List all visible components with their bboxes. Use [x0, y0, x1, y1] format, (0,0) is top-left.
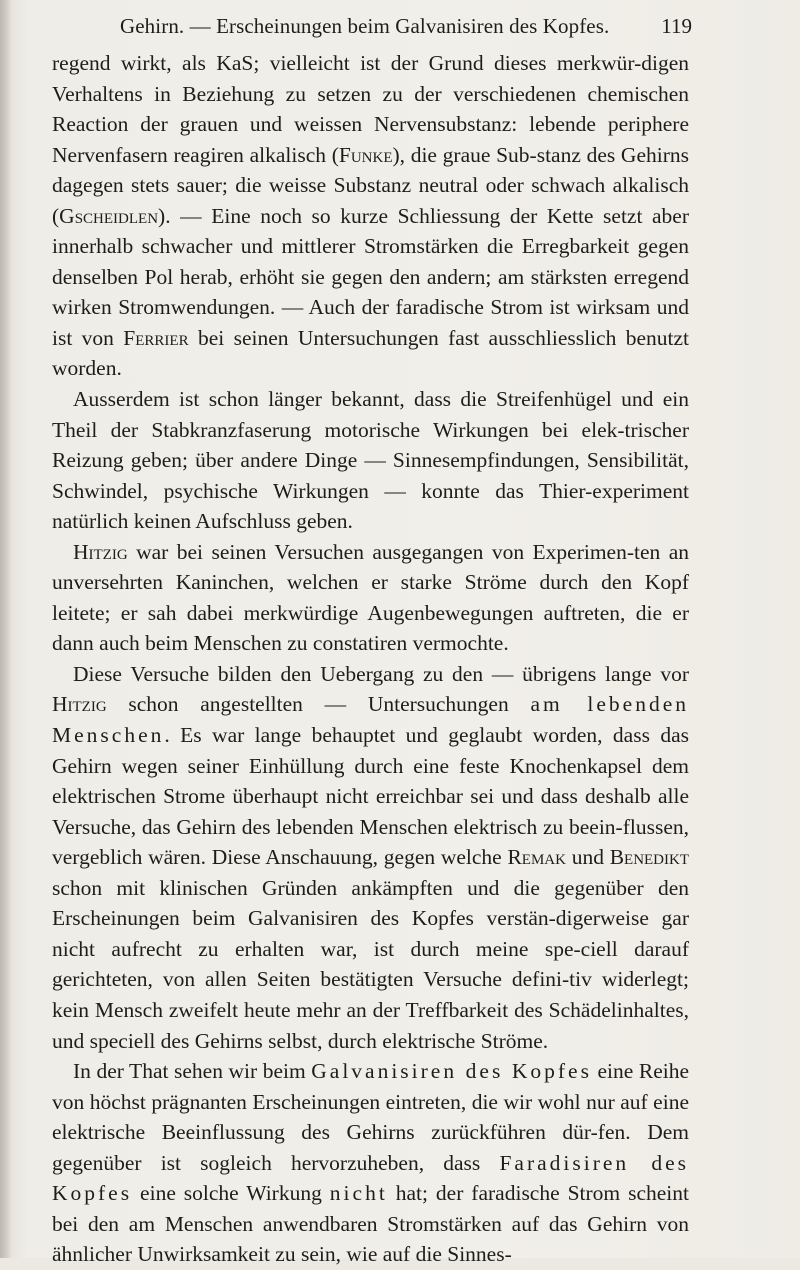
- paragraph: [52, 537, 689, 659]
- author-name: Benedikt: [609, 845, 690, 870]
- paragraph-continued: [52, 48, 689, 384]
- paragraph: [52, 1056, 689, 1270]
- spine-shadow: [0, 0, 12, 1258]
- text-run: hat; der faradische Strom scheint bei den am Menschen anwendbaren Stromstärken auf das Gehirn von ähnlicher Unwirksamkeit zu sein, wie auf die Sinnes-: [52, 1181, 689, 1267]
- author-name: Hitzig: [73, 539, 128, 564]
- body-text: [52, 48, 689, 1270]
- text-run: war bei seinen Versuchen ausgegangen von Experimen-ten an unversehrten Kaninchen, welchen er starke Ströme durch den Kopf leitete; er sah dabei merkwürdige Augenbewegungen auftreten, die er dann auch beim Menschen zu constatiren vermochte.: [52, 539, 689, 656]
- author-name: Funke: [338, 142, 393, 167]
- running-title: Gehirn. — Erscheinungen beim Galvanisiren des Kopfes.: [120, 14, 610, 38]
- text-run: Ausserdem ist schon länger bekannt, dass die Streifenhügel und ein Theil der Stabkranzfaserung motorische Wirkungen bei elek-trischer Reizung geben; über andere Dinge — Sinnesempfindungen, Sensibilität, Schwindel, psychische Wirkungen — konnte das Thier-experiment natürlich keinen Aufschluss geben.: [52, 387, 689, 534]
- text-run: schon angestellten — Untersuchungen: [106, 692, 531, 717]
- text-run: regend wirkt, als KaS; vielleicht ist der Grund dieses merkwür-digen Verhaltens in Beziehung zu setzen zu der verschiedenen chemischen Reaction der grauen und weissen Nervensubstanz: lebende periphere Nervenfasern reagiren alkalisch (: [52, 51, 689, 167]
- text-run: Diese Versuche bilden den Uebergang zu den — übrigens lange vor: [73, 661, 689, 686]
- page-number: 119: [661, 14, 692, 38]
- author-name: Remak: [507, 845, 566, 870]
- emphasis-spaced: Faradisiren des Kopfes: [52, 1150, 689, 1206]
- text-run: ), die graue Sub-stanz des Gehirns dagegen stets sauer; die weisse Substanz neutral oder schwach alkalisch (: [52, 142, 689, 228]
- author-name: Ferrier: [123, 325, 189, 350]
- text-run: . Es war lange behauptet und geglaubt worden, dass das Gehirn wegen seiner Einhüllung durch eine feste Knochenkapsel dem elektrischen Strome überhaupt nicht erreichbar sei und dass deshalb alle Versuche, das Gehirn des lebenden Menschen elektrisch zu beein-flussen, vergeblich wären. Diese Anschauung, gegen welche: [52, 723, 689, 870]
- emphasis-spaced: am lebenden Menschen: [52, 692, 690, 748]
- author-name: Gscheidlen: [59, 203, 159, 228]
- running-head: [120, 10, 690, 42]
- author-name: Hitzig: [52, 692, 107, 717]
- text-run: eine solche Wirkung: [132, 1181, 330, 1206]
- text-run: bei seinen Untersuchungen fast ausschliesslich benutzt worden.: [52, 325, 689, 381]
- text-run: ). — Eine noch so kurze Schliessung der Kette setzt aber innerhalb schwacher und mittlerer Stromstärken die Erregbarkeit gegen denselben Pol herab, erhöht sie gegen den andern; am stärksten erregend wirken Stromwendungen. — Auch der faradische Strom ist wirksam und ist von: [52, 203, 689, 350]
- paragraph: [52, 384, 689, 537]
- emphasis-spaced: Galvanisiren des Kopfes: [311, 1059, 592, 1084]
- text-run: schon mit klinischen Gründen ankämpften und die gegenüber den Erscheinungen beim Galvanisiren des Kopfes verstän-digerweise gar nicht aufrecht zu erhalten war, ist durch meine spe-ciell darauf gerichteten, von allen Seiten bestätigten Versuche defini-tiv widerlegt; kein Mensch zweifelt heute mehr an der Treffbarkeit des Schädelinhaltes, und speciell des Gehirns selbst, durch elektrische Ströme.: [52, 875, 689, 1053]
- text-run: und: [565, 845, 610, 870]
- paragraph: [52, 659, 689, 1056]
- emphasis-spaced: nicht: [329, 1181, 388, 1206]
- text-run: eine Reihe von höchst prägnanten Erscheinungen eintreten, die wir wohl nur auf eine elektrische Beeinflussung des Gehirns zurückführen dür-fen. Dem gegenüber ist sogleich hervorzuheben, dass: [52, 1059, 689, 1175]
- text-run: In der That sehen wir beim: [73, 1059, 312, 1084]
